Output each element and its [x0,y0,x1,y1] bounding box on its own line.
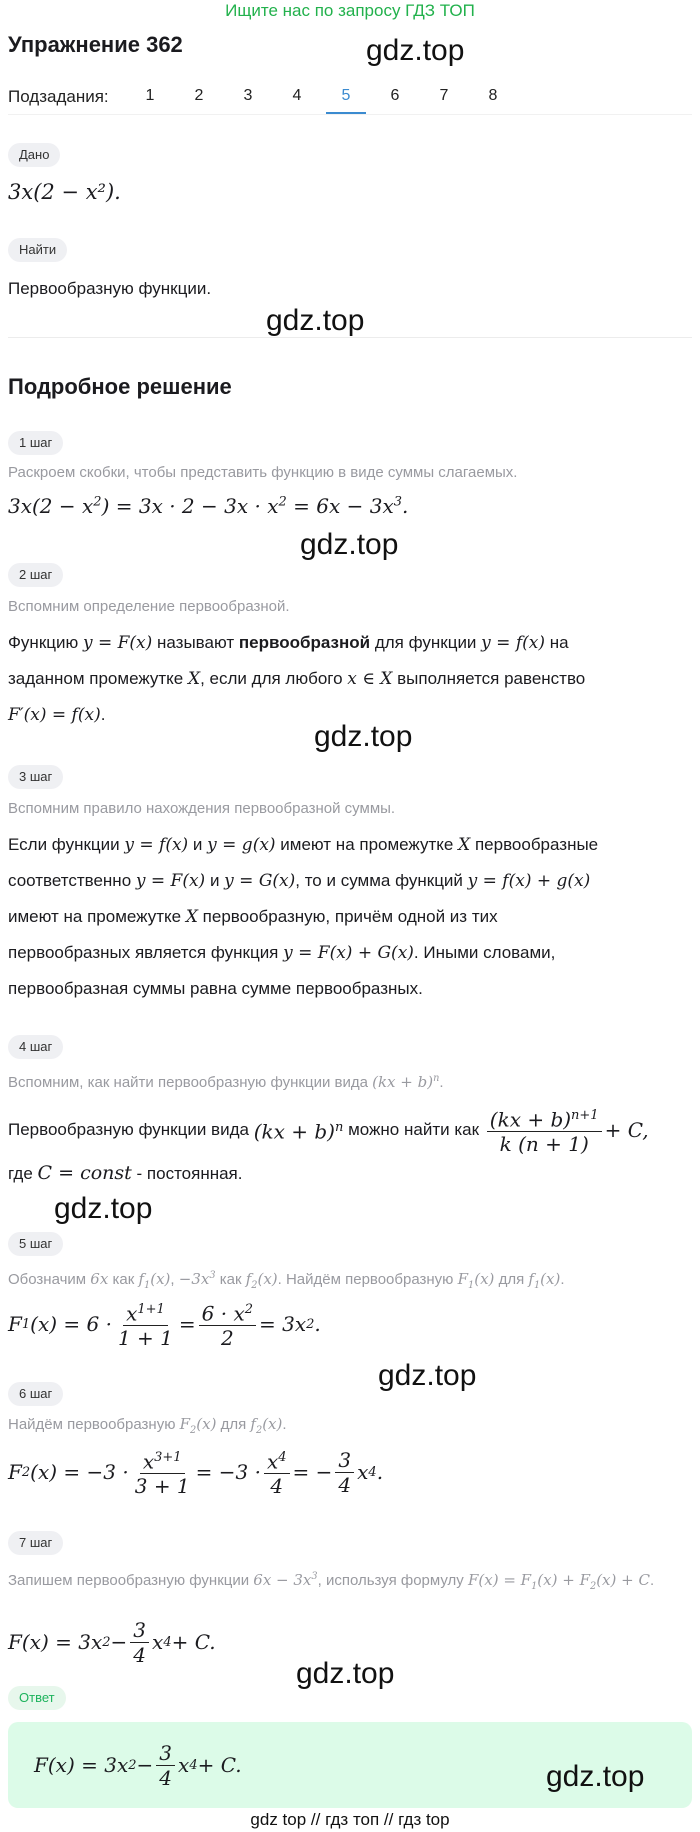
step-badge: 1 шаг [8,431,63,455]
step-badge: 7 шаг [8,1531,63,1555]
step-formula: F(x) = 3x 2 − $\frac{3}{4}$ x 4 + C. [8,1617,216,1667]
tab-8[interactable]: 8 [488,87,498,104]
find-text: Первообразную функции. [8,279,212,298]
answer-badge: Ответ [8,1686,66,1710]
subtask-tabs [8,84,692,114]
step-badge: 2 шаг [8,563,63,587]
search-banner: Ищите нас по запросу ГДЗ ТОП [225,1,475,20]
rule-text: Если функции y = f(x) и y = g(x) имеют на промежутке X первообразные соответственно y = F(x) и y = G(x), то и сумма функций y = f(x) + g(x) имеют на промежутке X первообразную, причём одной из тих первообразных является функция y = F(x) + G(x). Иными словами, первообразная суммы равна сумме первообразных. [8,835,599,998]
step-hint: Вспомним, как найти первообразную функции вида (kx + b)$^n$. [8,1073,444,1091]
step-hint: Запишем первообразную функции $6x - 3x^3$, используя формулу $F(x) = F_1(x) + F_2(x) + C$. [8,1571,655,1592]
watermark: gdz.top [378,1359,477,1392]
tab-3[interactable]: 3 [243,87,253,104]
tab-2[interactable]: 2 [194,87,204,104]
footer-links[interactable]: gdz top // гдз топ // гдз top [250,1810,450,1829]
step-formula: $3x(2 - x^2) = 3x \cdot 2 - 3x \cdot x^2 = 6x - 3x^3$. [8,494,409,518]
watermark: gdz.top [296,1657,395,1690]
find-badge: Найти [8,238,67,262]
subtask-label: Подзадания: [8,87,109,106]
answer-formula: F(x) = 3x 2 − $\frac{3}{4}$ x 4 + C. [34,1740,242,1790]
given-badge: Дано [8,143,60,167]
watermark: gdz.top [266,304,365,337]
given-expression: 3x(2 − x²). [8,180,121,204]
step-badge: 3 шаг [8,765,63,789]
step-hint: Раскроем скобки, чтобы представить функцию в виде суммы слагаемых. [8,464,518,481]
step-hint: Вспомним определение первообразной. [8,598,290,615]
watermark: gdz.top [54,1192,153,1225]
tab-4[interactable]: 4 [292,87,302,104]
antiderivative-power-text: Первообразную функции вида (kx + b)$^n$ можно найти как $\frac{(kx + b)^{n+1}}{k (n + 1)}$ + C, где C = const - постоянная. [8,1100,692,1187]
watermark: gdz.top [366,34,465,67]
answer-box [8,1722,692,1808]
step-badge: 4 шаг [8,1035,63,1059]
section-divider [8,337,692,338]
active-tab-indicator [326,112,366,114]
tab-5[interactable]: 5 [341,87,351,104]
step-hint: Вспомним правило нахождения первообразной суммы. [8,800,396,817]
step-hint: Найдём первообразную $F_2(x)$ для $f_2(x)$. [8,1415,287,1436]
tab-7[interactable]: 7 [439,87,449,104]
step-formula: F 1 (x) = 6 · $\frac{x^{1+1}}{1 + 1}$ = $\frac{6 \cdot x^2}{2}$ = 3x 2 . [8,1294,321,1354]
watermark: gdz.top [546,1760,645,1793]
tab-6[interactable]: 6 [390,87,400,104]
definition-text: Функцию y = F(x) называют первообразной для функции y = f(x) на заданном промежутке X, если для любого x ∈ X выполняется равенство F′(x) = f(x). [8,633,586,725]
page-title: Упражнение 362 [8,32,183,57]
step-hint: Обозначим 6x как $f_1(x)$, $-3x^3$ как $f_2(x)$. Найдём первообразную $F_1(x)$ для $f_1(x)$. [8,1270,565,1291]
watermark: gdz.top [314,720,413,753]
step-badge: 6 шаг [8,1382,63,1406]
step-badge: 5 шаг [8,1232,63,1256]
tabs-divider [8,114,692,115]
watermark: gdz.top [300,528,399,561]
solution-title: Подробное решение [8,374,232,399]
step-formula: F 2 (x) = −3 · $\frac{x^{3+1}}{3 + 1}$ = −3 · $\frac{x^4}{4}$ = − $\frac{3}{4}$ x 4 . [8,1447,384,1499]
tab-1[interactable]: 1 [145,87,155,104]
